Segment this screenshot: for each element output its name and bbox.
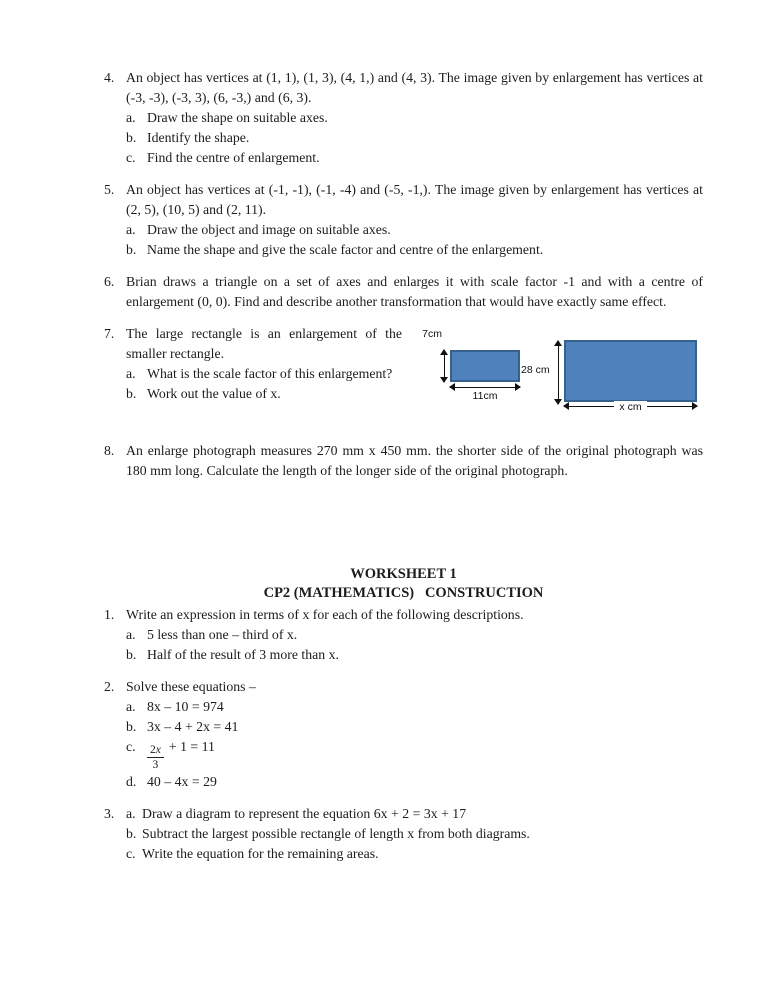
question-3: [104, 804, 703, 864]
fraction: [147, 743, 164, 772]
question-2: [104, 677, 703, 792]
question-number: 4.: [104, 70, 115, 85]
question-number: 6.: [104, 274, 115, 289]
question-text: Write an expression in terms of x for each of the following descriptions.: [126, 607, 524, 622]
question-7: [104, 324, 703, 429]
sub-item-text: What is the scale factor of this enlargement?: [147, 366, 393, 381]
question-4: [104, 68, 703, 168]
equation-rest: + 1 = 11: [168, 739, 215, 754]
question-number: 8.: [104, 443, 115, 458]
question-text-column: [126, 324, 402, 404]
question-8: [104, 441, 703, 481]
worksheet-title: WORKSHEET 1: [350, 566, 457, 582]
sub-item-label: a.: [126, 806, 136, 821]
question-5: [104, 180, 703, 260]
sub-item-label: b.: [126, 386, 137, 401]
question-1: [104, 605, 703, 665]
question-number: 3.: [104, 806, 115, 821]
sub-item-text: Half of the result of 3 more than x.: [147, 647, 339, 662]
large-rect-width-label: x cm: [564, 401, 697, 414]
question-content: [126, 324, 703, 429]
question-content: [126, 804, 703, 864]
sub-item: [126, 625, 703, 645]
worksheet-subtitle: CP2 (MATHEMATICS) CONSTRUCTION: [263, 585, 544, 601]
sub-item: [126, 844, 703, 864]
sub-item: [126, 220, 703, 240]
equation: 8x – 10 = 974: [147, 699, 224, 714]
sub-item: [126, 772, 703, 792]
small-rect-width-arrow-icon: [450, 387, 520, 388]
sub-item-label: b.: [126, 130, 137, 145]
small-rect-width-label: 11cm: [472, 390, 498, 402]
large-rectangle: [564, 340, 697, 402]
large-rect-height-arrow-icon: [558, 341, 559, 404]
sub-item: [126, 108, 703, 128]
small-rect-height-label: 7cm: [422, 328, 442, 340]
question-content: [126, 605, 703, 665]
sub-item-text: Name the shape and give the scale factor and centre of the enlargement.: [147, 242, 544, 257]
sub-item-label: b.: [126, 647, 137, 662]
question-text: Brian draws a triangle on a set of axes and enlarges it with scale factor -1 and with a centre of enlargement (0, 0). Find and describe another transformation that would have exactly same effect.: [126, 274, 703, 309]
question-number: 2.: [104, 679, 115, 694]
sub-item: [126, 128, 703, 148]
question-content: [126, 68, 703, 168]
sub-item-label: c.: [126, 739, 136, 754]
fraction-denominator: 3: [147, 757, 164, 772]
rectangles-diagram: [422, 328, 710, 428]
sub-item-label: d.: [126, 774, 137, 789]
sub-item: [126, 804, 703, 824]
sub-item-label: b.: [126, 242, 137, 257]
question-text: Solve these equations –: [126, 679, 256, 694]
sub-item-label: a.: [126, 627, 136, 642]
question-text: An object has vertices at (-1, -1), (-1, -4) and (-5, -1,). The image given by enlargement has vertices at (2, 5), (10, 5) and (2, 11).: [126, 182, 703, 217]
sub-item: [126, 645, 703, 665]
sub-item-label: a.: [126, 110, 136, 125]
sub-item: [126, 697, 703, 717]
sub-item-text: Draw a diagram to represent the equation 6x + 2 = 3x + 17: [142, 806, 467, 821]
question-content: [126, 272, 703, 312]
sub-item-text: Draw the object and image on suitable axes.: [147, 222, 391, 237]
worksheet-heading: [104, 565, 703, 603]
sub-item-text: Subtract the largest possible rectangle of length x from both diagrams.: [142, 826, 530, 841]
sub-item-label: c.: [126, 846, 136, 861]
question-number: 5.: [104, 182, 115, 197]
question-text: The large rectangle is an enlargement of the smaller rectangle.: [126, 326, 402, 361]
question-number: 7.: [104, 326, 115, 341]
small-rectangle: [450, 350, 520, 382]
sub-item-label: c.: [126, 150, 136, 165]
sub-item: [126, 737, 703, 772]
question-text: An enlarge photograph measures 270 mm x 450 mm. the shorter side of the original photograph was 180 mm long. Calculate the length of the longer side of the original photograph.: [126, 443, 703, 478]
fraction-numerator: 2x: [150, 744, 161, 756]
sub-item-label: a.: [126, 222, 136, 237]
question-6: [104, 272, 703, 312]
sub-item: [126, 384, 402, 404]
equation: 40 – 4x = 29: [147, 774, 217, 789]
equation-with-fraction: [147, 737, 703, 772]
sub-item-label: a.: [126, 699, 136, 714]
sub-item-label: b.: [126, 719, 137, 734]
sub-item: [126, 824, 703, 844]
equation: 3x – 4 + 2x = 41: [147, 719, 239, 734]
sub-item-text: Identify the shape.: [147, 130, 250, 145]
question-text: An object has vertices at (1, 1), (1, 3), (4, 1,) and (4, 3). The image given by enlargement has vertices at (-3, -3), (-3, 3), (6, -3,) and (6, 3).: [126, 70, 703, 105]
sub-item-text: Find the centre of enlargement.: [147, 150, 320, 165]
question-number: 1.: [104, 607, 115, 622]
small-rect-height-arrow-icon: [444, 350, 445, 382]
question-content: [126, 441, 703, 481]
sub-item-text: Write the equation for the remaining areas.: [142, 846, 379, 861]
sub-item: [126, 364, 402, 384]
sub-item-text: Draw the shape on suitable axes.: [147, 110, 328, 125]
sub-item-text: Work out the value of x.: [147, 386, 281, 401]
sub-item-text: 5 less than one – third of x.: [147, 627, 298, 642]
question-content: [126, 677, 703, 792]
sub-item-label: a.: [126, 366, 136, 381]
question-content: [126, 180, 703, 260]
sub-item: [126, 148, 703, 168]
sub-item: [126, 717, 703, 737]
sub-item-label: b.: [126, 826, 137, 841]
large-rect-height-label: 28 cm: [521, 364, 550, 376]
sub-item: [126, 240, 703, 260]
